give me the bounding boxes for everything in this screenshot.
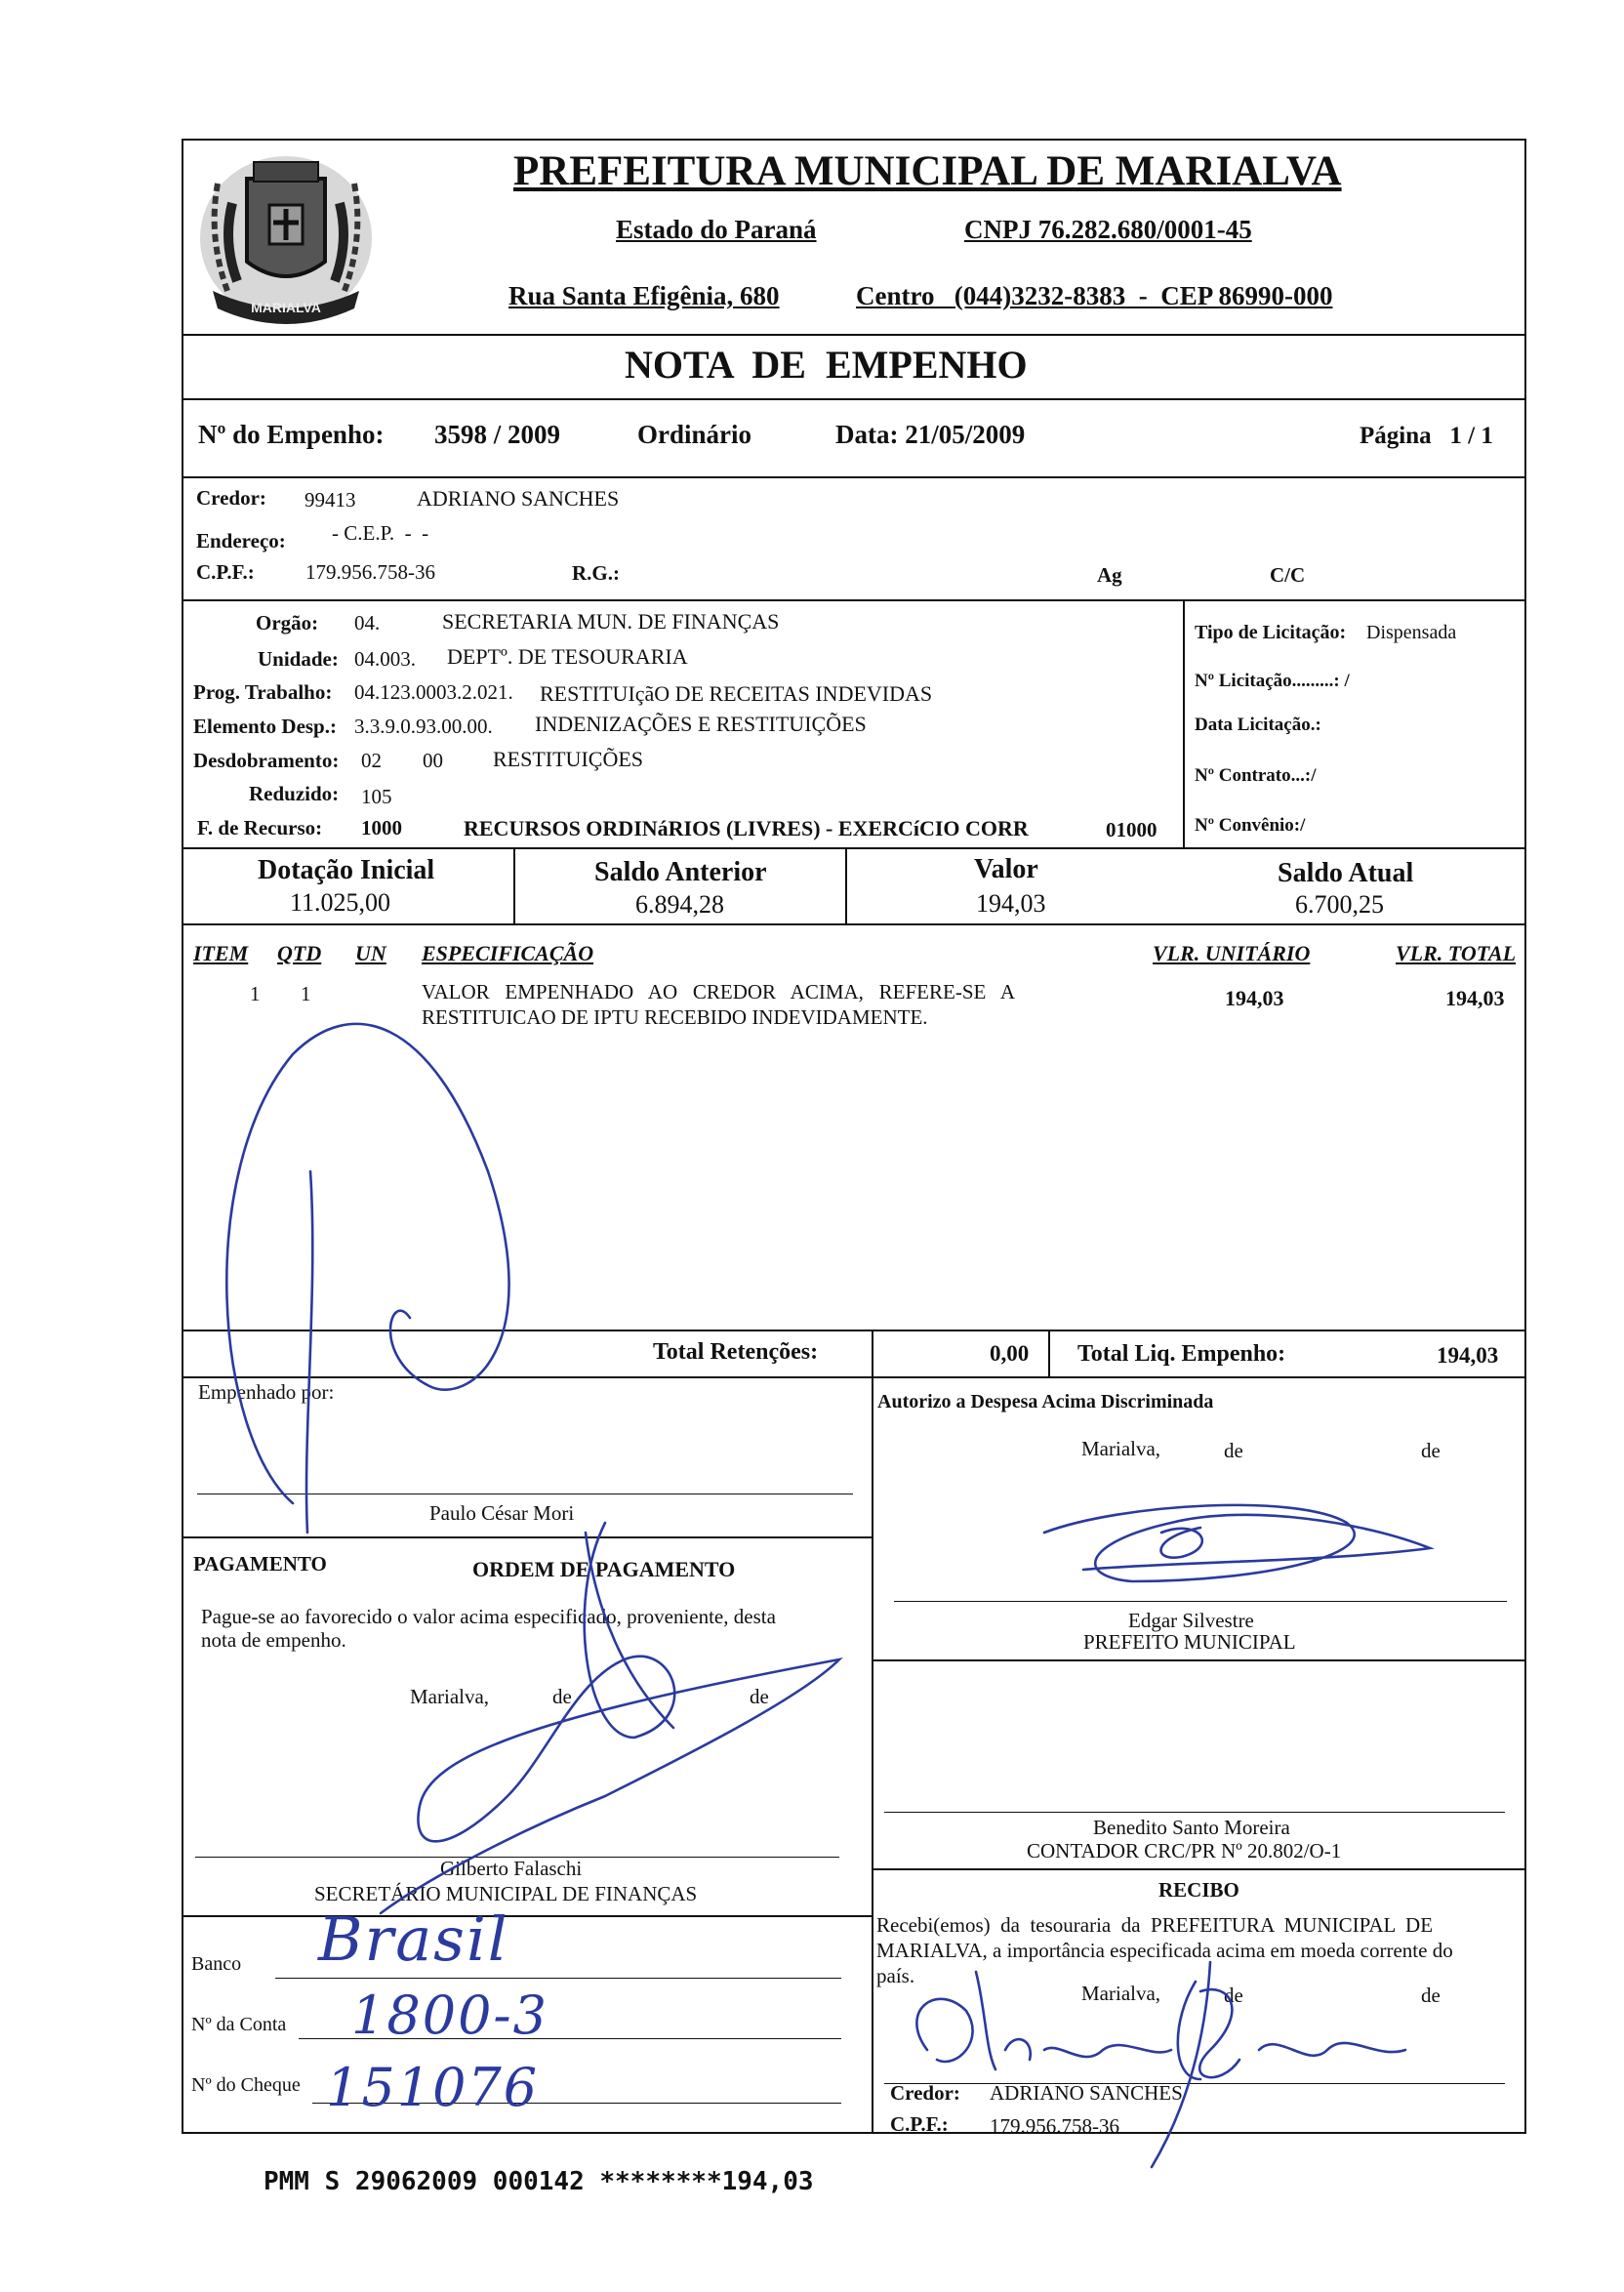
header-state: Estado do Paraná [616, 215, 817, 244]
cheque-handwritten: 151076 [326, 2057, 540, 2118]
credor-code: 99413 [304, 488, 356, 512]
rg-label: R.G.: [572, 561, 620, 585]
prefeito-name: Edgar Silvestre [1128, 1609, 1254, 1632]
item-number: 1 [250, 982, 261, 1005]
address-label: Endereço: [196, 529, 286, 553]
divider [183, 1536, 873, 1538]
page-number: Página 1 / 1 [1360, 423, 1493, 449]
cpf-label: C.P.F.: [196, 560, 255, 584]
divider [183, 476, 1524, 478]
cheque-label: Nº do Cheque [191, 2074, 301, 2096]
header-title: PREFEITURA MUNICIPAL DE MARIALVA [513, 148, 1342, 194]
saldo-anterior-value: 6.894,28 [635, 890, 724, 919]
header-address: Rua Santa Efigênia, 680 [508, 281, 780, 310]
empenhado-label: Empenhado por: [198, 1380, 335, 1404]
liquido-label: Total Liq. Empenho: [1077, 1341, 1286, 1367]
pagamento-label: PAGAMENTO [193, 1552, 327, 1576]
licitacao-numero: Nº Licitação.........: / [1195, 671, 1350, 691]
saldo-atual-value: 6.700,25 [1295, 890, 1384, 919]
divider [513, 847, 515, 923]
prog-name: RESTITUIçãO DE RECEITAS INDEVIDAS [540, 681, 933, 706]
fonte-label: F. de Recurso: [197, 816, 323, 839]
desdobramento-code2: 00 [423, 749, 443, 772]
pagamento-de2: de [750, 1685, 769, 1708]
recibo-text-line2: MARIALVA, a importância especificada acima em moeda corrente do [876, 1939, 1453, 1962]
document-title: NOTA DE EMPENHO [625, 343, 1028, 387]
recibo-de2: de [1421, 1984, 1441, 2007]
autorizo-label: Autorizo a Despesa Acima Discriminada [877, 1391, 1214, 1412]
recibo-credor-label: Credor: [890, 2081, 960, 2105]
prog-label: Prog. Trabalho: [193, 680, 333, 704]
recibo-credor-name: ADRIANO SANCHES [990, 2081, 1183, 2105]
col-vlr-total: VLR. TOTAL [1396, 941, 1517, 965]
pagamento-text-line2: nota de empenho. [201, 1628, 346, 1652]
divider [1048, 1330, 1050, 1376]
reduzido-code: 105 [361, 785, 392, 808]
divider [1183, 599, 1185, 847]
address-value: - C.E.P. - - [332, 521, 429, 545]
empenho-type: Ordinário [637, 420, 752, 449]
cc-label: C/C [1270, 563, 1306, 587]
divider [845, 847, 847, 923]
recibo-de1: de [1224, 1984, 1243, 2007]
elemento-code: 3.3.9.0.93.00.00. [354, 715, 493, 738]
desdobramento-label: Desdobramento: [193, 749, 340, 772]
divider [873, 1868, 1524, 1870]
secretario-role: SECRETÁRIO MUNICIPAL DE FINANÇAS [314, 1882, 698, 1905]
item-unit-value: 194,03 [1225, 986, 1284, 1010]
desdobramento-name: RESTITUIÇÕES [493, 747, 643, 771]
autorizo-de1: de [1224, 1439, 1243, 1462]
header-phone-cep: Centro (044)3232-8383 - CEP 86990-000 [856, 281, 1333, 310]
signature-line [894, 1601, 1507, 1602]
prog-code: 04.123.0003.2.021. [354, 680, 513, 704]
contrato-numero: Nº Contrato...:/ [1195, 765, 1317, 786]
seal-text: MARIALVA [251, 300, 321, 315]
credor-name: ADRIANO SANCHES [417, 486, 620, 511]
item-qtd: 1 [301, 982, 311, 1005]
liquido-value: 194,03 [1437, 1343, 1499, 1368]
pagamento-city: Marialva, [410, 1685, 490, 1708]
prefeito-role: PREFEITO MUNICIPAL [1083, 1630, 1296, 1654]
valor-value: 194,03 [976, 889, 1046, 918]
reduzido-label: Reduzido: [249, 782, 340, 805]
recibo-city: Marialva, [1081, 1982, 1161, 2005]
elemento-name: INDENIZAÇÕES E RESTITUIÇÕES [535, 712, 867, 736]
header-cnpj: CNPJ 76.282.680/0001-45 [964, 215, 1252, 244]
autorizo-de2: de [1421, 1439, 1441, 1462]
col-item: ITEM [193, 941, 249, 965]
divider [183, 398, 1524, 400]
signature-line [884, 1812, 1505, 1813]
divider [183, 599, 1524, 601]
desdobramento-code1: 02 [361, 749, 382, 772]
valor-label: Valor [974, 854, 1038, 884]
recibo-cpf-value: 179.956.758-36 [990, 2114, 1119, 2138]
fonte-name: RECURSOS ORDINáRIOS (LIVRES) - EXERCíCIO CORR [464, 816, 1029, 840]
recibo-title: RECIBO [1158, 1878, 1239, 1902]
banco-line [275, 1978, 841, 1979]
cpf-value: 179.956.758-36 [305, 560, 435, 584]
divider [872, 1330, 873, 2134]
divider [183, 1330, 1524, 1331]
recibo-text-line1: Recebi(emos) da tesouraria da PREFEITURA MUNICIPAL DE [876, 1913, 1434, 1937]
contador-role: CONTADOR CRC/PR Nº 20.802/O-1 [1027, 1839, 1342, 1862]
elemento-label: Elemento Desp.: [193, 715, 337, 738]
saldo-atual-label: Saldo Atual [1278, 858, 1414, 888]
conta-handwritten: 1800-3 [351, 1985, 549, 2046]
unidade-label: Unidade: [258, 647, 339, 671]
secretario-name: Gilberto Falaschi [440, 1857, 583, 1880]
divider [873, 1659, 1524, 1661]
convenio-numero: Nº Convênio:/ [1195, 815, 1306, 836]
fonte-code: 1000 [361, 816, 402, 839]
unidade-code: 04.003. [354, 647, 416, 671]
ag-label: Ag [1097, 563, 1122, 587]
item-total-value: 194,03 [1445, 986, 1505, 1010]
credor-label: Credor: [196, 486, 266, 510]
fonte-num: 01000 [1106, 818, 1157, 841]
pagamento-de1: de [552, 1685, 572, 1708]
orgao-label: Orgão: [256, 611, 319, 634]
col-vlr-unitario: VLR. UNITÁRIO [1153, 941, 1311, 965]
banco-handwritten: Brasil [318, 1903, 509, 1975]
divider [183, 1915, 873, 1917]
divider [183, 334, 1524, 336]
item-spec-line2: RESTITUICAO DE IPTU RECEBIDO INDEVIDAMENTE. [422, 1005, 928, 1029]
unidade-name: DEPTº. DE TESOURARIA [447, 644, 688, 669]
retencoes-label: Total Retenções: [653, 1339, 819, 1365]
footer-stamp: PMM S 29062009 000142 ********194,03 [264, 2167, 814, 2196]
col-qtd: QTD [277, 941, 322, 965]
col-especificacao: ESPECIFICAÇÃO [422, 941, 594, 965]
empenho-date: Data: 21/05/2009 [835, 420, 1026, 449]
conta-label: Nº da Conta [191, 2014, 287, 2035]
empenhado-name: Paulo César Mori [429, 1501, 575, 1525]
divider [183, 923, 1524, 925]
ordem-pagamento: ORDEM DE PAGAMENTO [472, 1557, 736, 1581]
signature-line [884, 2083, 1505, 2084]
pagamento-text-line1: Pague-se ao favorecido o valor acima especificado, proveniente, desta [201, 1605, 776, 1628]
empenho-label: Nº do Empenho: [198, 420, 385, 449]
licitacao-data: Data Licitação.: [1195, 715, 1321, 735]
municipal-seal [193, 144, 379, 328]
dotacao-label: Dotação Inicial [258, 855, 435, 885]
empenho-number: 3598 / 2009 [434, 420, 561, 449]
saldo-anterior-label: Saldo Anterior [594, 857, 767, 887]
col-un: UN [355, 941, 386, 965]
dotacao-value: 11.025,00 [290, 888, 391, 917]
licitacao-tipo-value: Dispensada [1366, 622, 1457, 643]
recibo-cpf-label: C.P.F.: [890, 2112, 949, 2136]
contador-name: Benedito Santo Moreira [1093, 1816, 1290, 1839]
orgao-name: SECRETARIA MUN. DE FINANÇAS [442, 609, 780, 634]
recibo-text-line3: país. [876, 1964, 915, 1987]
item-spec-line1: VALOR EMPENHADO AO CREDOR ACIMA, REFERE-SE A [422, 980, 1016, 1003]
divider [183, 1376, 1524, 1378]
autorizo-city: Marialva, [1081, 1437, 1161, 1460]
divider [183, 847, 1524, 849]
retencoes-value: 0,00 [990, 1341, 1030, 1366]
banco-label: Banco [191, 1953, 242, 1975]
licitacao-tipo-label: Tipo de Licitação: [1195, 622, 1347, 643]
orgao-code: 04. [354, 611, 381, 634]
